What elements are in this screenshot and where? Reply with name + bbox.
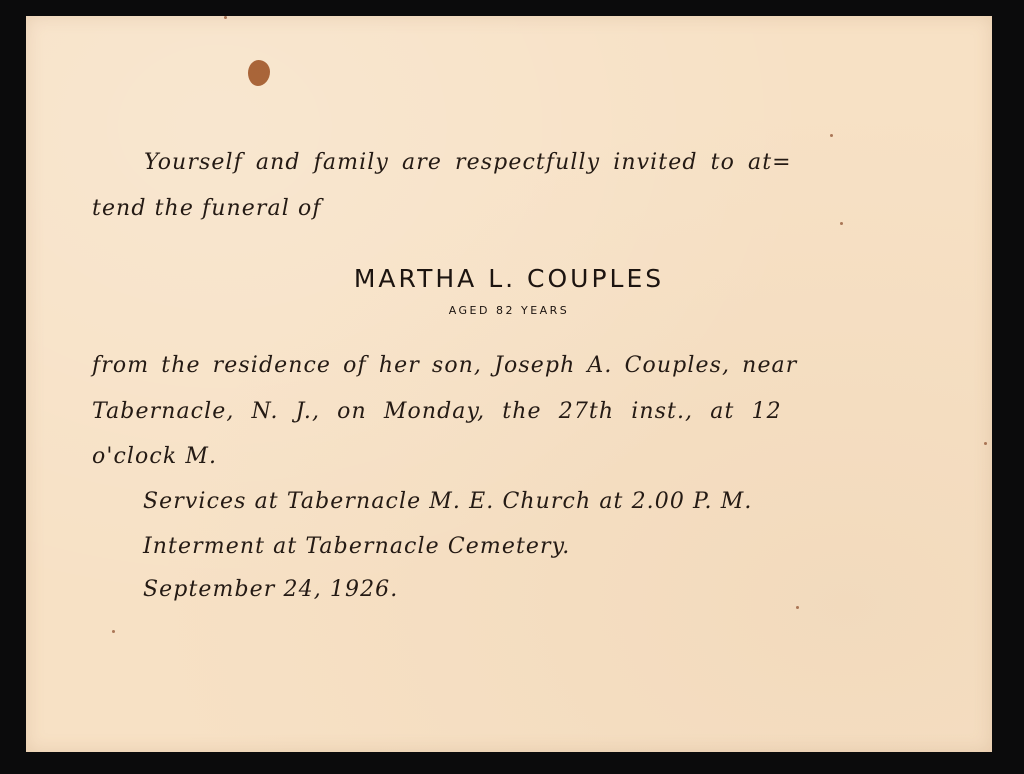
paper-speck [830, 134, 833, 137]
deceased-name: MARTHA L. COUPLES [353, 264, 665, 293]
funeral-invitation-card [26, 16, 992, 752]
details-line-2: Tabernacle, N. J., on Monday, the 27th inst., at 12 [92, 399, 782, 424]
invitation-line-1: Yourself and family are respectfully invited to at= [144, 150, 792, 175]
details-line-3: o'clock M. [92, 444, 218, 469]
interment-line: Interment at Tabernacle Cemetery. [143, 534, 571, 559]
age-line: AGED 82 YEARS [448, 304, 570, 317]
paper-speck [224, 16, 227, 19]
paper-speck [984, 442, 987, 445]
services-line: Services at Tabernacle M. E. Church at 2.00 P. M. [143, 489, 753, 514]
details-line-1: from the residence of her son, Joseph A. Couples, near [92, 353, 798, 378]
paper-speck [840, 222, 843, 225]
paper-speck [796, 606, 799, 609]
invitation-line-2: tend the funeral of [92, 196, 322, 221]
date-line: September 24, 1926. [143, 577, 399, 602]
ink-stain [248, 60, 270, 86]
paper-speck [112, 630, 115, 633]
